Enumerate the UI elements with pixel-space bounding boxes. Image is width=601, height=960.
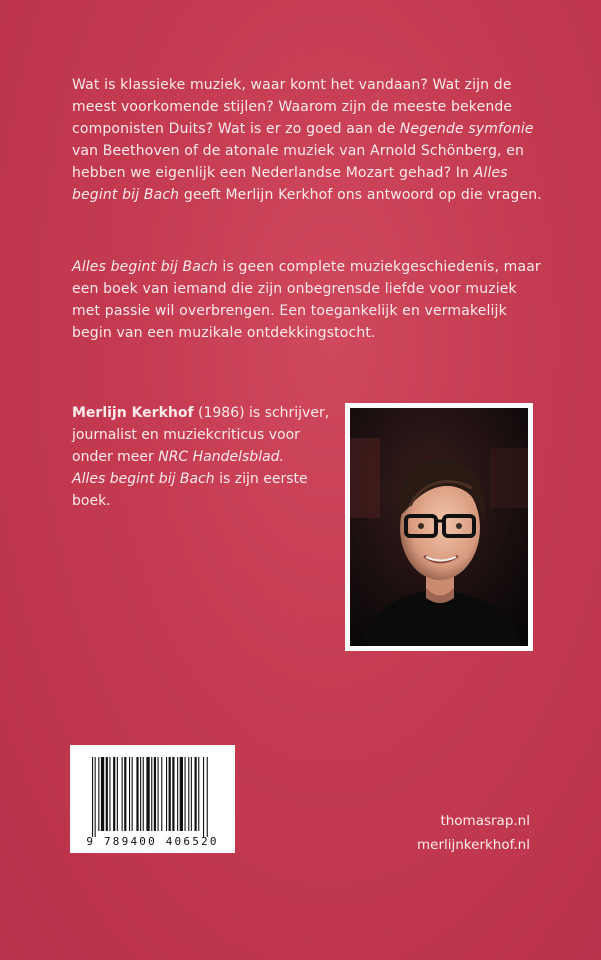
barcode-bar — [122, 757, 123, 831]
italic-book-title: Alles begint bij Bach — [72, 165, 508, 203]
italic-newspaper-name: NRC Handelsblad. — [158, 449, 284, 465]
barcode-bar — [195, 757, 197, 831]
barcode-bar — [151, 757, 152, 831]
description-paragraph-2 — [72, 256, 542, 344]
author-bio — [72, 402, 342, 512]
barcode-bar — [203, 757, 204, 837]
author-name: Merlijn Kerkhof — [72, 405, 194, 421]
barcode-bar — [185, 757, 186, 831]
author-portrait-image — [350, 408, 528, 646]
barcode-bar — [188, 757, 189, 831]
barcode-bar — [124, 757, 126, 831]
author-website-link[interactable]: merlijnkerkhof.nl — [416, 837, 530, 853]
barcode-bar — [169, 757, 171, 831]
author-photo — [345, 403, 533, 651]
barcode-bar — [177, 757, 178, 831]
barcode-bar — [106, 757, 108, 831]
barcode-bar — [146, 757, 149, 831]
isbn-barcode — [70, 745, 235, 853]
publisher-website-link[interactable]: thomasrap.nl — [440, 813, 530, 829]
barcode-bar — [154, 757, 156, 831]
barcode-bar — [109, 757, 110, 831]
barcode-bar — [161, 757, 162, 831]
text-run: (1986) is schrijver, journalist en muziekcriticus voor onder meer — [72, 405, 330, 465]
barcode-bar — [180, 757, 183, 831]
barcode-bar — [98, 757, 99, 831]
barcode-bar — [117, 757, 118, 831]
italic-book-title: Alles begint bij Bach — [72, 259, 218, 275]
barcode-bar — [113, 757, 115, 831]
text-run: geeft Merlijn Kerkhof ons antwoord op die vragen. — [179, 187, 542, 203]
italic-book-title: Alles begint bij Bach — [72, 471, 215, 487]
barcode-bar — [191, 757, 192, 831]
barcode-bar — [129, 757, 130, 831]
barcode-bar — [101, 757, 104, 831]
barcode-bar — [132, 757, 133, 831]
barcode-bar — [140, 757, 141, 831]
isbn-number: 9 789400 406520 — [86, 835, 219, 848]
italic-title-negende-symfonie: Negende symfonie — [399, 121, 534, 137]
barcode-bar — [207, 757, 208, 837]
barcode-bar — [143, 757, 144, 831]
barcode-bar — [172, 757, 174, 831]
barcode-bar — [166, 757, 167, 831]
barcode-bar — [136, 757, 138, 831]
text-run: Wat is klassieke muziek, waar komt het vandaan? Wat zijn de meest voorkomende stijlen? Waarom zijn de meeste bekende componisten Duits? Wat is er zo goed aan de — [72, 77, 513, 137]
barcode-bar — [158, 757, 159, 831]
text-run: is zijn eerste boek. — [72, 471, 308, 509]
barcode-bar — [198, 757, 199, 831]
barcode-bar — [95, 757, 96, 837]
text-run: is geen complete muziekgeschiedenis, maar een boek van iemand die zijn onbegrensde liefde voor muziek met passie wil overbrengen. Een toegankelijk en vermakelijk begin van een muzikale ontdekkingstocht. — [72, 259, 541, 341]
barcode-bar — [92, 757, 93, 837]
website-links — [417, 809, 530, 857]
description-paragraph-1 — [72, 74, 542, 206]
text-run: van Beethoven of de atonale muziek van Arnold Schönberg, en hebben we eigenlijk een Nederlandse Mozart gehad? In — [72, 143, 524, 181]
